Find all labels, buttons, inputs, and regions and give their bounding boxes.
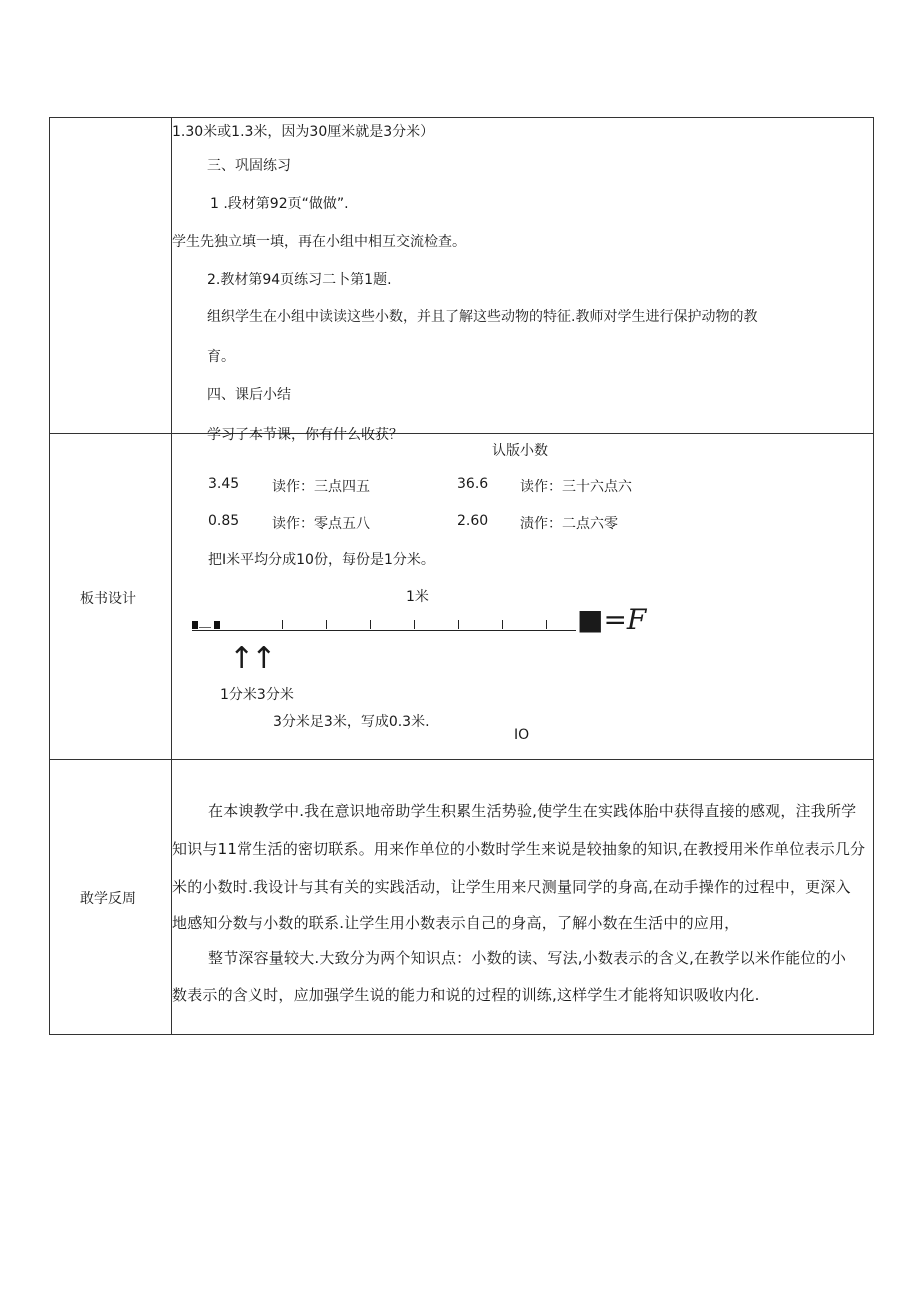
table-bottom-border bbox=[49, 1034, 874, 1035]
ruler-marker bbox=[214, 621, 220, 629]
summary-question-clipped: 学习了本节课，你有什么收获？ bbox=[207, 427, 403, 443]
ruler-tick bbox=[546, 620, 547, 629]
ruler-tick bbox=[414, 620, 415, 629]
reflection-line: 地感知分数与小数的联系.让学生用小数表示自己的身高，了解小数在生活中的应用， bbox=[172, 914, 740, 932]
ruler-end-symbol: ■=F bbox=[577, 603, 647, 636]
division-sentence: 把I米平均分成10份，每份是1分米。 bbox=[208, 552, 435, 568]
table-left-border bbox=[49, 117, 50, 1035]
row-divider-1 bbox=[49, 433, 874, 434]
teaching-reflection-label: 敢学反周 bbox=[80, 891, 136, 907]
table-right-border bbox=[873, 117, 874, 1035]
section-heading-practice: 三、巩固练习 bbox=[207, 158, 291, 174]
meter-label: 1米 bbox=[406, 589, 429, 605]
conclusion-line: 3分米足3米，写成0.3米. bbox=[273, 714, 430, 730]
decimal-number: 2.60 bbox=[457, 513, 489, 529]
row-divider-2 bbox=[49, 759, 874, 760]
board-design-label: 板书设计 bbox=[80, 591, 136, 607]
reflection-line: 米的小数时.我设计与其有关的实践活动，让学生用来尺测量同学的身高,在动手操作的过程中，更深入 bbox=[172, 878, 851, 896]
board-title: 认版小数 bbox=[492, 443, 548, 459]
reflection-line: 整节深容量较大.大致分为两个知识点：小数的读、写法,小数表示的含义,在教学以米作能位的小 bbox=[208, 949, 847, 967]
reflection-line: 在本谀教学中.我在意识地帝助学生积累生活势验,使学生在实践体胎中获得直接的感观，注我所学 bbox=[208, 802, 857, 820]
ruler-segment bbox=[199, 627, 211, 628]
ruler-tick bbox=[370, 620, 371, 629]
table-top-border bbox=[49, 117, 874, 118]
reflection-line: 知识与11常生活的密切联系。用来作单位的小数时学生来说是较抽象的知识,在教授用米作单位表示几分 bbox=[172, 840, 866, 858]
decimal-number: 36.6 bbox=[457, 476, 489, 492]
decimal-reading: 读作：三点四五 bbox=[272, 479, 370, 495]
ruler-tick bbox=[326, 620, 327, 629]
decimal-number: 0.85 bbox=[208, 513, 240, 529]
decimal-reading: 读作：三十六点六 bbox=[520, 479, 632, 495]
section-heading-summary: 四、课后小结 bbox=[207, 387, 291, 403]
arrow-up-icon: ↑↑ bbox=[229, 641, 274, 676]
decimal-reading: 读作：零点五八 bbox=[272, 516, 370, 532]
exercise-1: 1 .段材第92页“做做”. bbox=[210, 196, 349, 212]
ruler-tick bbox=[502, 620, 503, 629]
decimal-number: 3.45 bbox=[208, 476, 240, 492]
exercise-2-instruction: 组织学生在小组中读读这些小数，并且了解这些动物的特征.教师对学生进行保护动物的教 bbox=[207, 309, 758, 325]
ruler-tick bbox=[282, 620, 283, 629]
column-divider bbox=[171, 117, 172, 1035]
ruler-start-marker bbox=[192, 621, 198, 629]
ruler-baseline bbox=[192, 630, 576, 631]
exercise-1-instruction: 学生先独立填一填，再在小组中相互交流检查。 bbox=[172, 234, 466, 250]
decimal-reading: 渍作：二点六零 bbox=[520, 516, 618, 532]
exercise-2: 2.教材第94页练习二卜第1题. bbox=[207, 272, 392, 288]
arrow-caption: 1分米3分米 bbox=[220, 687, 294, 703]
reflection-line: 数表示的含义时，应加强学生说的能力和说的过程的训练,这样学生才能将知识吸收内化. bbox=[172, 986, 760, 1004]
exercise-2-instruction-cont: 育。 bbox=[207, 349, 235, 365]
footnote-mark: IO bbox=[514, 727, 530, 743]
answer-line: 1.30米或1.3米，因为30厘米就是3分米） bbox=[172, 124, 435, 140]
ruler-tick bbox=[458, 620, 459, 629]
